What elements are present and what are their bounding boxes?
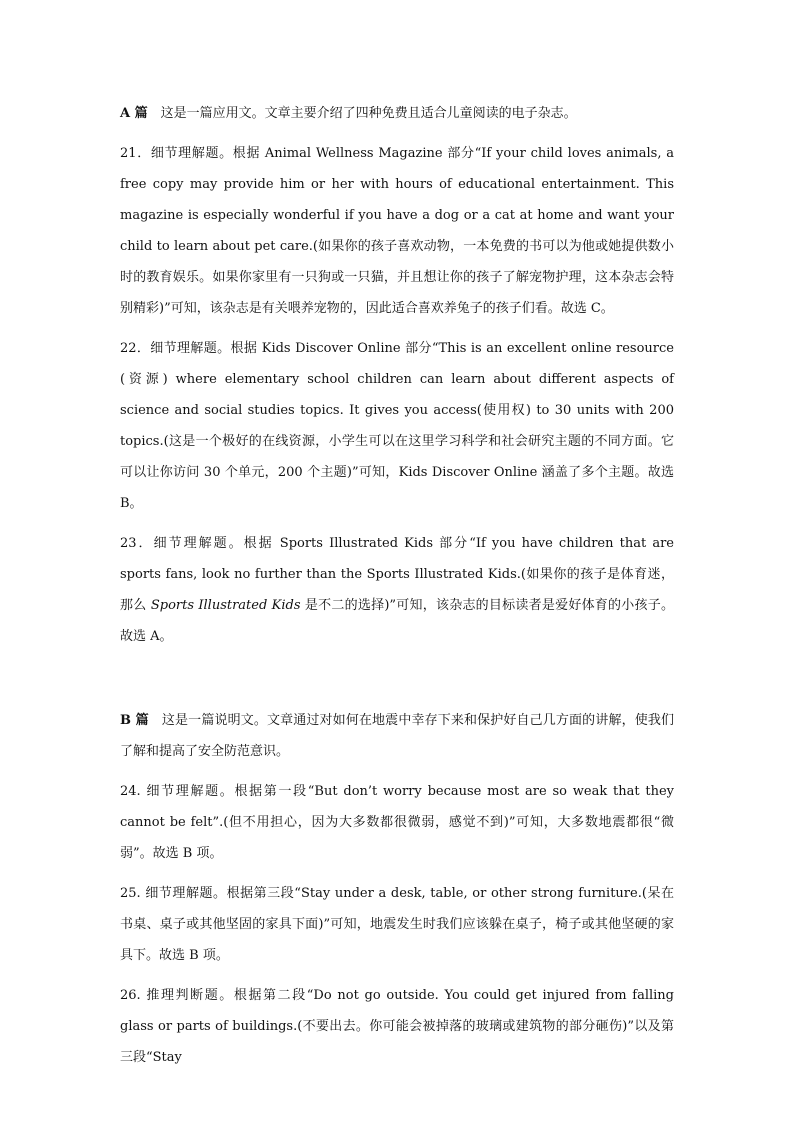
answer-23-magazine-title: Sports Illustrated Kids [150,598,301,613]
answer-21: 21．细节理解题。根据 Animal Wellness Magazine 部分“If your child loves animals, a free copy may provide him or her with hours of educational entertainment. This magazine is especially wonderful if you have a dog or a cat at home and want your child to learn about pet care.(如果你的孩子喜欢动物，一本免费的书可以为他或她提供数小时的教育娱乐。如果你家里有一只狗或一只猫，并且想让你的孩子了解宠物护理，这本杂志会特别精彩)”可知，该杂志是有关喂养宠物的，因此适合喜欢养兔子的孩子们看。故选 C。 [120,146,674,316]
answer-22: 22．细节理解题。根据 Kids Discover Online 部分“This is an excellent online resource (资源) where elementary school children can learn about different aspects of science and social studies topics. It gives you access(使用权) to 30 units with 200 topics.(这是一个极好的在线资源，小学生可以在这里学习科学和社会研究主题的不同方面。它可以让你访问 30 个单元，200 个主题)”可知，Kids Discover Online 涵盖了多个主题。故选 B。 [120,341,674,511]
section-b-label: B 篇 [120,713,149,728]
answer-23-part2: 是不二的选择)”可知，该杂志的目标读者是爱好体育的小孩子。故选 A。 [120,598,674,644]
section-b-intro-text: 这是一篇说明文。文章通过对如何在地震中幸存下来和保护好自己几方面的讲解，使我们了解和提高了安全防范意识。 [120,713,674,759]
answer-26: 26. 推理判断题。根据第二段“Do not go outside. You could get injured from falling glass or parts of buildings.(不要出去。你可能会被掉落的玻璃或建筑物的部分砸伤)”以及第三段“Stay [120,988,674,1065]
section-b-intro [120,705,674,767]
answer-24: 24. 细节理解题。根据第一段“But don’t worry because most are so weak that they cannot be felt”.(但不用担心，因为大多数都很微弱，感觉不到)”可知，大多数地震都很“微弱”。故选 B 项。 [120,784,674,861]
answer-sheet [120,98,674,1082]
section-a-intro-text: 这是一篇应用文。文章主要介绍了四种免费且适合儿童阅读的电子杂志。 [147,106,577,121]
answer-23 [120,528,674,652]
answer-25: 25. 细节理解题。根据第三段“Stay under a desk, table, or other strong furniture.(呆在书桌、桌子或其他坚固的家具下面)”可知，地震发生时我们应该躲在桌子，椅子或其他坚硬的家具下。故选 B 项。 [120,886,674,963]
answer-23-part1: 23．细节理解题。根据 Sports Illustrated Kids 部分“If you have children that are sports fans, look no further than the Sports Illustrated Kids.(如果你的孩子是体育迷，那么 [120,536,674,613]
section-a-label: A 篇 [120,106,148,121]
section-a-intro [120,98,674,129]
section-gap [120,661,674,705]
